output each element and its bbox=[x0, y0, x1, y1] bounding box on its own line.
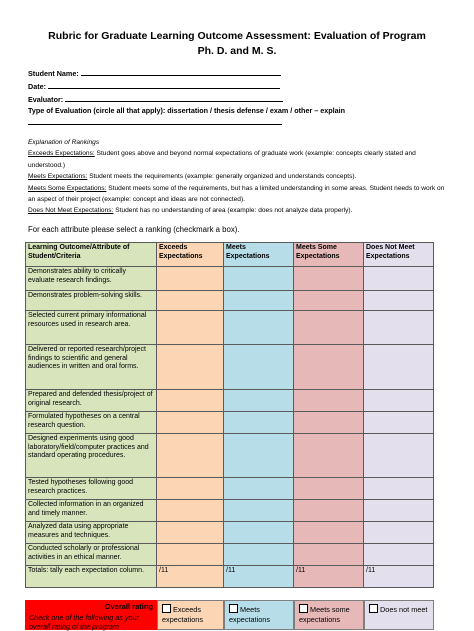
meets-cell[interactable] bbox=[224, 478, 294, 500]
table-row bbox=[26, 412, 434, 434]
total-meets: /11 bbox=[224, 566, 294, 588]
meets-cell[interactable] bbox=[224, 434, 294, 478]
table-row bbox=[26, 522, 434, 544]
date-field[interactable] bbox=[28, 81, 280, 91]
does-not-meet-cell[interactable] bbox=[364, 434, 434, 478]
overall-option-meets[interactable]: Meets expectations bbox=[224, 600, 294, 630]
exceeds-cell[interactable] bbox=[157, 544, 224, 566]
criteria-cell: Collected information in an organized and timely manner. bbox=[26, 500, 157, 522]
does-not-meet-cell[interactable] bbox=[364, 345, 434, 390]
overall-option-does-not-meet[interactable]: Does not meet bbox=[364, 600, 434, 630]
checkbox[interactable] bbox=[299, 604, 308, 613]
exceeds-cell[interactable] bbox=[157, 478, 224, 500]
overall-option-exceeds[interactable]: Exceeds expectations bbox=[157, 600, 224, 630]
explain-line[interactable] bbox=[28, 124, 282, 125]
meets-some-cell[interactable] bbox=[294, 434, 364, 478]
criteria-cell: Tested hypotheses following good research practices. bbox=[26, 478, 157, 500]
exceeds-cell[interactable] bbox=[157, 267, 224, 291]
meets-some-cell[interactable] bbox=[294, 522, 364, 544]
exceeds-cell[interactable] bbox=[157, 291, 224, 311]
overall-rating-instruction: Check one of the following as your overall rating of the program bbox=[29, 613, 139, 631]
exceeds-cell[interactable] bbox=[157, 434, 224, 478]
date-label: Date: bbox=[28, 82, 46, 91]
explanation-item: Meets Expectations: Student meets the requirements (example: generally organized and understands concepts). bbox=[28, 173, 357, 181]
checkbox[interactable] bbox=[229, 604, 238, 613]
total-does-not-meet: /11 bbox=[364, 566, 434, 588]
meets-cell[interactable] bbox=[224, 267, 294, 291]
document-title: Rubric for Graduate Learning Outcome Assessment: Evaluation of Program bbox=[48, 30, 426, 42]
overall-rating-label: Overall rating bbox=[104, 602, 153, 611]
header-meets: Meets Expectations bbox=[224, 243, 294, 267]
does-not-meet-cell[interactable] bbox=[364, 291, 434, 311]
table-row bbox=[26, 291, 434, 311]
does-not-meet-cell[interactable] bbox=[364, 500, 434, 522]
criteria-cell: Demonstrates problem-solving skills. bbox=[26, 291, 157, 311]
evaluation-type: Type of Evaluation (circle all that apply): dissertation / thesis defense / exam / other – explain bbox=[28, 106, 346, 115]
criteria-cell: Delivered or reported research/project findings to scientific and general audiences in written and oral forms. bbox=[26, 345, 157, 390]
exceeds-cell[interactable] bbox=[157, 311, 224, 345]
total-exceeds: /11 bbox=[157, 566, 224, 588]
meets-cell[interactable] bbox=[224, 522, 294, 544]
explanation-item: Does Not Meet Expectations: Student has no understanding of area (example: does not analyze data properly). bbox=[28, 207, 353, 215]
table-row bbox=[26, 500, 434, 522]
exceeds-cell[interactable] bbox=[157, 500, 224, 522]
meets-some-cell[interactable] bbox=[294, 267, 364, 291]
date-line[interactable] bbox=[48, 81, 280, 89]
rubric-header-row bbox=[26, 243, 434, 267]
criteria-cell: Selected current primary informational resources used in research area. bbox=[26, 311, 157, 345]
criteria-cell: Formulated hypotheses on a central research question. bbox=[26, 412, 157, 434]
evaluator-field[interactable] bbox=[28, 94, 283, 104]
explanation-item: Meets Some Expectations: Student meets some of the requirements, but has a limited understanding in some areas. Student needs to work on an aspect of their project (example: concept and ideas are not connected). bbox=[28, 184, 445, 204]
meets-cell[interactable] bbox=[224, 345, 294, 390]
meets-some-cell[interactable] bbox=[294, 500, 364, 522]
does-not-meet-cell[interactable] bbox=[364, 478, 434, 500]
checkbox[interactable] bbox=[162, 604, 171, 613]
meets-some-cell[interactable] bbox=[294, 390, 364, 412]
does-not-meet-cell[interactable] bbox=[364, 311, 434, 345]
header-does-not-meet: Does Not Meet Expectations bbox=[364, 243, 434, 267]
explanation-item: Exceeds Expectations: Student goes above and beyond normal expectations of graduate work (example: concepts clearly stated and understood.) bbox=[28, 150, 416, 169]
meets-some-cell[interactable] bbox=[294, 412, 364, 434]
criteria-cell: Prepared and defended thesis/project of original research. bbox=[26, 390, 157, 412]
explanation-heading: Explanation of Rankings bbox=[28, 139, 100, 146]
exceeds-cell[interactable] bbox=[157, 345, 224, 390]
does-not-meet-cell[interactable] bbox=[364, 522, 434, 544]
exceeds-cell[interactable] bbox=[157, 522, 224, 544]
instruction-text: For each attribute please select a ranking (checkmark a box). bbox=[28, 225, 240, 234]
evaluator-label: Evaluator: bbox=[28, 95, 64, 104]
evaluator-line[interactable] bbox=[65, 94, 283, 102]
does-not-meet-cell[interactable] bbox=[364, 544, 434, 566]
meets-cell[interactable] bbox=[224, 500, 294, 522]
table-row bbox=[26, 267, 434, 291]
meets-cell[interactable] bbox=[224, 390, 294, 412]
criteria-cell: Conducted scholarly or professional activities in an ethical manner. bbox=[26, 544, 157, 566]
meets-some-cell[interactable] bbox=[294, 291, 364, 311]
header-criteria: Learning Outcome/Attribute of Student/Criteria bbox=[26, 243, 157, 267]
does-not-meet-cell[interactable] bbox=[364, 412, 434, 434]
checkbox[interactable] bbox=[369, 604, 378, 613]
document-subtitle: Ph. D. and M. S. bbox=[197, 45, 277, 57]
totals-label: Totals: tally each expectation column. bbox=[26, 566, 157, 588]
meets-cell[interactable] bbox=[224, 291, 294, 311]
student-name-line[interactable] bbox=[81, 68, 281, 76]
total-meets-some: /11 bbox=[294, 566, 364, 588]
meets-some-cell[interactable] bbox=[294, 345, 364, 390]
meets-cell[interactable] bbox=[224, 412, 294, 434]
header-meets-some: Meets Some Expectations bbox=[294, 243, 364, 267]
meets-some-cell[interactable] bbox=[294, 544, 364, 566]
header-exceeds: Exceeds Expectations bbox=[157, 243, 224, 267]
criteria-cell: Demonstrates ability to critically evaluate research findings. bbox=[26, 267, 157, 291]
meets-some-cell[interactable] bbox=[294, 478, 364, 500]
rubric-table bbox=[25, 242, 434, 588]
criteria-cell: Analyzed data using appropriate measures and techniques. bbox=[26, 522, 157, 544]
exceeds-cell[interactable] bbox=[157, 412, 224, 434]
table-row bbox=[26, 390, 434, 412]
table-row bbox=[26, 311, 434, 345]
table-row bbox=[26, 478, 434, 500]
overall-option-meets-some[interactable]: Meets some expectations bbox=[294, 600, 364, 630]
table-row bbox=[26, 544, 434, 566]
table-row bbox=[26, 345, 434, 390]
totals-row bbox=[26, 566, 434, 588]
table-row bbox=[26, 434, 434, 478]
meets-some-cell[interactable] bbox=[294, 311, 364, 345]
student-name-label: Student Name: bbox=[28, 69, 79, 78]
overall-rating-label-box bbox=[25, 600, 157, 630]
student-name-field[interactable] bbox=[28, 68, 281, 78]
meets-cell[interactable] bbox=[224, 311, 294, 345]
criteria-cell: Designed experiments using good laboratory/field/computer practices and standard operating procedures. bbox=[26, 434, 157, 478]
explanation-of-rankings bbox=[28, 137, 448, 217]
meets-cell[interactable] bbox=[224, 544, 294, 566]
exceeds-cell[interactable] bbox=[157, 390, 224, 412]
does-not-meet-cell[interactable] bbox=[364, 390, 434, 412]
does-not-meet-cell[interactable] bbox=[364, 267, 434, 291]
